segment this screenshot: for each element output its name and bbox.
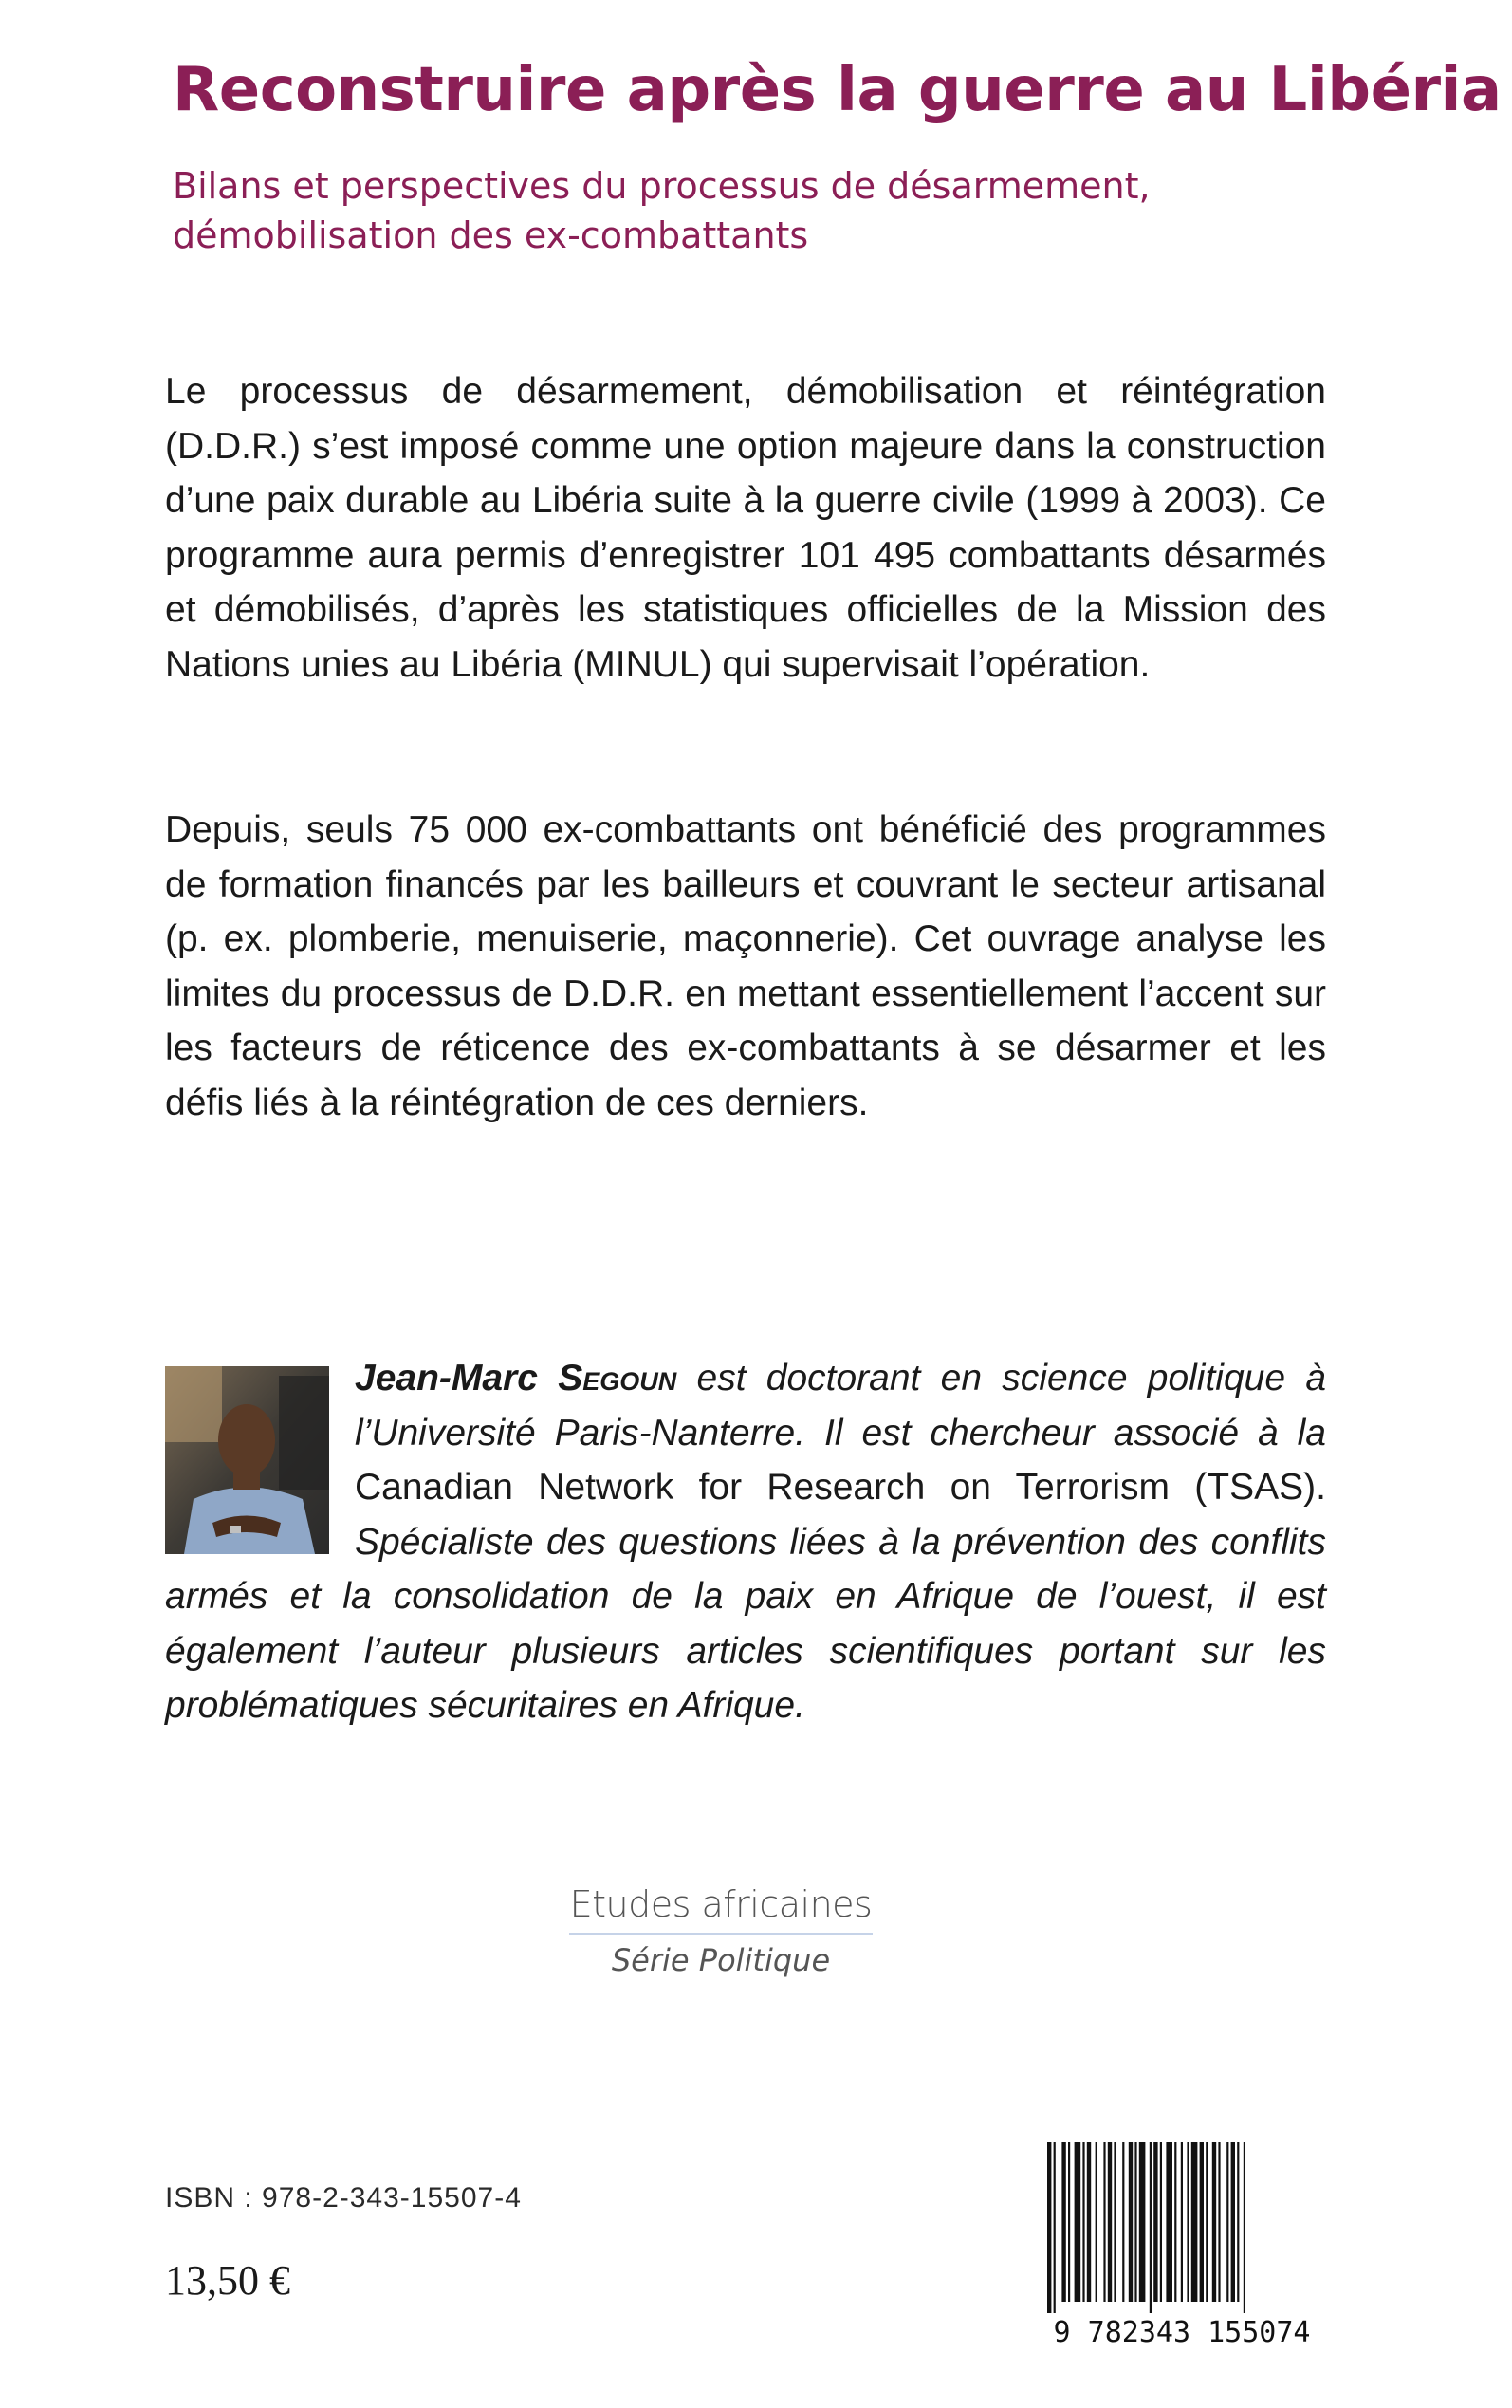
barcode-bar [1166, 2142, 1172, 2302]
subtitle-line-2: démobilisation des ex-combattants [173, 214, 809, 256]
barcode-bar [1122, 2142, 1124, 2302]
series-collection: Etudes africaines [569, 1883, 873, 1935]
barcode-bar [1139, 2142, 1146, 2302]
barcode-bar [1150, 2142, 1152, 2313]
author-photo [165, 1366, 329, 1554]
subtitle-line-1: Bilans et perspectives du processus de désarmement, [173, 165, 1151, 207]
barcode-bar [1129, 2142, 1133, 2302]
barcode-bar [1218, 2142, 1220, 2302]
barcode-bar [1191, 2142, 1198, 2302]
barcode-bar [1082, 2142, 1084, 2302]
barcode-bar [1160, 2142, 1162, 2302]
author-portrait-image [165, 1366, 329, 1554]
barcode-bar [1114, 2142, 1116, 2302]
author-organization: Canadian Network for Research on Terrorism (TSAS) [355, 1467, 1317, 1508]
barcode-bar [1054, 2142, 1056, 2313]
author-bio-part-2: Spécialiste des questions liées à la prévention des conflits armés et la consolidation de la paix en Afrique de l’ouest, il est également l’auteur plusieurs articles scientifiques portant sur les problématiques sécuritaires en Afrique. [165, 1521, 1326, 1726]
author-bio-part-1: est doctorant en science politique à l’Université Paris-Nanterre. Il est chercheur associé à la [355, 1358, 1326, 1454]
author-first-name: Jean-Marc [355, 1358, 538, 1398]
barcode-bar [1075, 2142, 1081, 2302]
barcode-bar [1206, 2142, 1208, 2302]
book-title: Reconstruire après la guerre au Libéria [173, 55, 1502, 125]
summary-paragraph-1: Le processus de désarmement, démobilisation et réintégration (D.D.R.) s’est imposé comme une option majeure dans la construction d’une paix durable au Libéria suite à la guerre civile (1999 à 2003). Ce programme aura permis d’enregistrer 101 495 combattants désarmés et démobilisés, d’après les statistiques officielles de la Mission des Nations unies au Libéria (MINUL) qui supervisait l’opération. [165, 371, 1326, 685]
barcode-bar [1212, 2142, 1216, 2302]
barcode-bar [1134, 2142, 1136, 2302]
book-subtitle [173, 161, 1358, 260]
isbn: ISBN : 978-2-343-15507-4 [165, 2182, 522, 2214]
barcode-bar [1108, 2142, 1112, 2302]
summary-paragraph-2: Depuis, seuls 75 000 ex-combattants ont bénéficié des programmes de formation financés par les bailleurs et couvrant le secteur artisanal (p. ex. plomberie, menuiserie, maçonnerie). Cet ouvrage analyse les limites du processus de D.D.R. en mettant essentiellement l’accent sur les facteurs de réticence des ex-combattants à se désarmer et les défis liés à la réintégration de ces derniers. [165, 809, 1326, 1123]
barcode-bar [1103, 2142, 1105, 2302]
barcode-bar [1181, 2142, 1183, 2302]
barcode-bar [1200, 2142, 1204, 2302]
barcode-bar [1068, 2142, 1070, 2302]
barcode [1030, 2139, 1336, 2349]
author-last-name: Segoun [558, 1358, 677, 1398]
barcode-bar [1231, 2142, 1235, 2302]
barcode-bar [1096, 2142, 1097, 2302]
barcode-bar [1226, 2142, 1228, 2302]
price: 13,50 € [165, 2257, 290, 2304]
barcode-bar [1061, 2142, 1065, 2302]
author-bio: Jean-Marc Segoun est doctorant en science politique à l’Université Paris-Nanterre. Il est chercheur associé à la Canadian Network for Research on Terrorism (TSAS). Spécialiste des questions liées à la prévention des conflits armés et la consolidation de la paix en Afrique de l’ouest, il est également l’auteur plusieurs articles scientifiques portant sur les problématiques sécuritaires en Afrique. [165, 1358, 1326, 1726]
series-logo [531, 1883, 911, 1978]
barcode-bar [1047, 2142, 1051, 2313]
barcode-bar [1187, 2142, 1189, 2302]
barcode-bar [1244, 2142, 1245, 2313]
barcode-bar [1237, 2142, 1239, 2302]
barcode-digits: 9 782343 155074 [1053, 2316, 1311, 2349]
series-sub: Série Politique [611, 1942, 831, 1978]
barcode-bar [1174, 2142, 1176, 2302]
barcode-bar [1153, 2142, 1157, 2302]
barcode-bar [1087, 2142, 1091, 2302]
